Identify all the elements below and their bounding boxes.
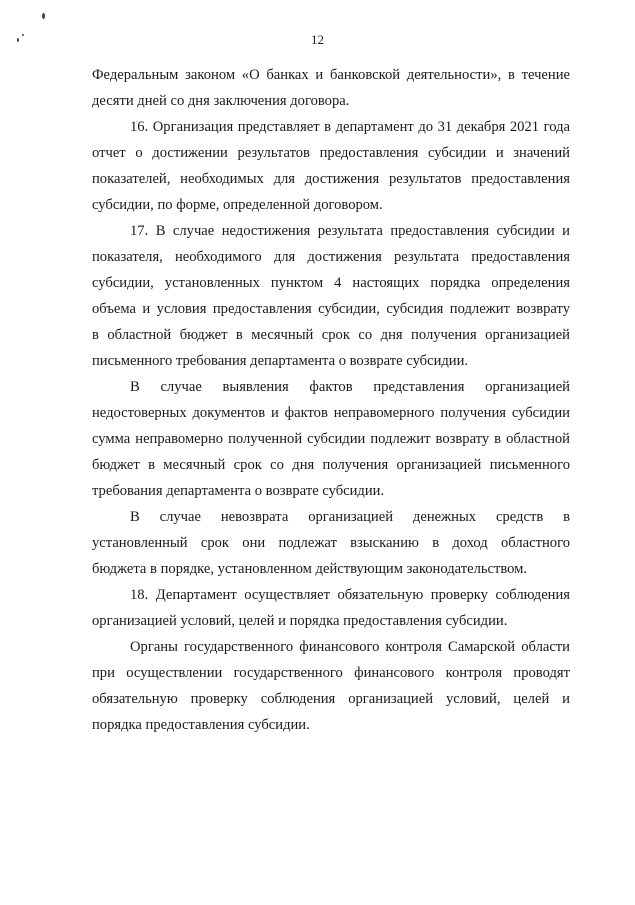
text-line: субсидии, по форме, определенной договором. bbox=[92, 197, 383, 213]
text-line: В случае невозврата организацией денежных средств в bbox=[130, 509, 570, 525]
text-line: показателя, необходимого для достижения результата предоставления bbox=[92, 249, 570, 265]
text-line: в областной бюджет в месячный срок со дня получения организацией bbox=[92, 327, 570, 343]
text-line: требования департамента о возврате субсидии. bbox=[92, 483, 385, 499]
text-line: недостоверных документов и фактов неправомерного получения субсидии bbox=[92, 405, 570, 421]
text-line: организацией условий, целей и порядка предоставления субсидии. bbox=[92, 613, 508, 629]
text-line: Федеральным законом «О банках и банковской деятельности», в течение bbox=[92, 67, 570, 83]
paragraph-p16 bbox=[92, 114, 570, 218]
text-line: 18. Департамент осуществляет обязательную проверку соблюдения bbox=[130, 587, 570, 603]
paragraph-p18 bbox=[92, 582, 570, 634]
page-number: 12 bbox=[311, 32, 324, 47]
text-line: при осуществлении государственного финансового контроля проводят bbox=[92, 665, 570, 681]
text-line: бюджет в месячный срок со дня получения организацией письменного bbox=[92, 457, 570, 473]
paragraph-p17b bbox=[92, 374, 570, 504]
text-line: 16. Организация представляет в департамент до 31 декабря 2021 года bbox=[130, 119, 570, 135]
document-body bbox=[92, 62, 570, 738]
text-line: бюджета в порядке, установленном действующим законодательством. bbox=[92, 561, 528, 577]
paragraph-p18b bbox=[92, 634, 570, 738]
text-line: порядка предоставления субсидии. bbox=[92, 717, 310, 733]
text-line: обязательную проверку соблюдения организацией условий, целей и bbox=[92, 691, 570, 707]
paragraph-p17c bbox=[92, 504, 570, 582]
scan-speck-mark bbox=[42, 13, 45, 19]
paragraph-p17 bbox=[92, 218, 570, 374]
text-line: письменного требования департамента о возврате субсидии. bbox=[92, 353, 469, 369]
text-line: отчет о достижении результатов предоставления субсидии и значений bbox=[92, 145, 570, 161]
text-line: Органы государственного финансового контроля Самарской области bbox=[130, 639, 570, 655]
text-line: показателей, необходимых для достижения результатов предоставления bbox=[92, 171, 570, 187]
text-line: десяти дней со дня заключения договора. bbox=[92, 93, 350, 109]
paragraph-p0 bbox=[92, 62, 570, 114]
text-line: В случае выявления фактов представления организацией bbox=[130, 379, 570, 395]
text-line: субсидии, установленных пунктом 4 настоящих порядка определения bbox=[92, 275, 570, 291]
text-line: сумма неправомерно полученной субсидии подлежит возврату в областной bbox=[92, 431, 570, 447]
text-line: 17. В случае недостижения результата предоставления субсидии и bbox=[130, 223, 570, 239]
text-line: объема и условия предоставления субсидии, субсидия подлежит возврату bbox=[92, 301, 570, 317]
text-line: установленный срок они подлежат взысканию в доход областного bbox=[92, 535, 570, 551]
